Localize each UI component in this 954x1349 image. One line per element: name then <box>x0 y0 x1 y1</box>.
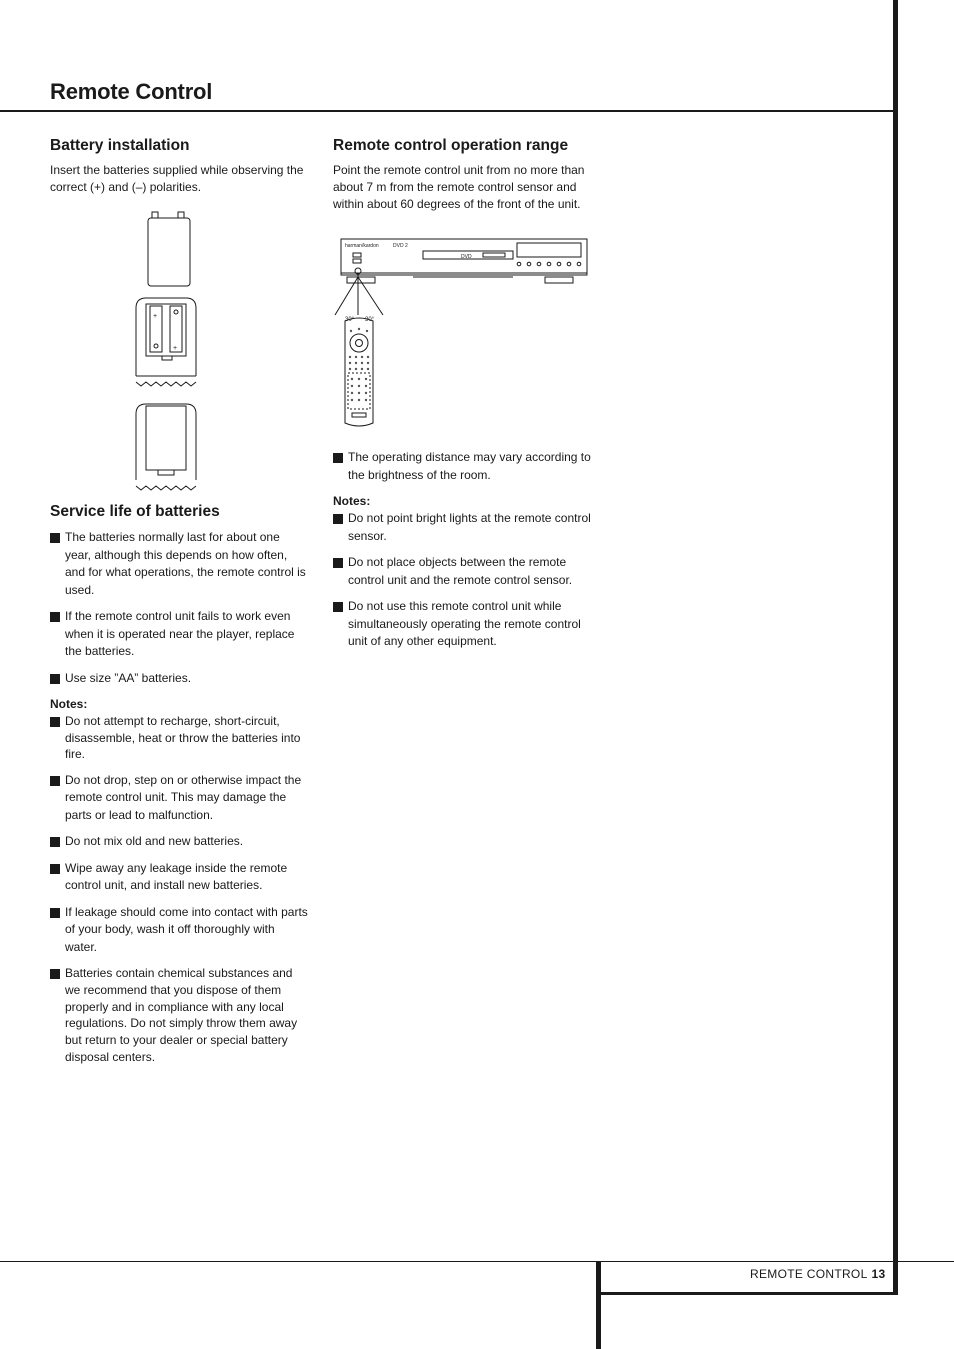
battery-installation-illustration <box>50 210 308 500</box>
remote-with-batteries-illustration <box>136 298 196 386</box>
operation-range-illustration <box>333 235 591 435</box>
list-item: The operating distance may vary according to the brightness of the room. <box>333 449 591 484</box>
note-item: If leakage should come into contact with parts of your body, wash it off thoroughly with water. <box>50 904 308 957</box>
page-number: 13 <box>871 1267 886 1281</box>
note-item: Do not attempt to recharge, short-circuit, disassemble, heat or throw the batteries into fire. <box>50 713 308 763</box>
right-column <box>333 136 591 651</box>
page-title: Remote Control <box>50 79 213 104</box>
svg-text:+: + <box>173 345 178 352</box>
brand-label: harman/kardon <box>345 243 379 249</box>
page-edge-bar <box>893 0 898 1295</box>
service-life-notes <box>50 713 308 1066</box>
note-item: Wipe away any leakage inside the remote control unit, and install new batteries. <box>50 860 308 895</box>
operation-range-text: Point the remote control unit from no more than about 7 m from the remote control sensor and within about 60 degrees of the front of the unit. <box>333 163 585 211</box>
remote-cover-closed-illustration <box>136 404 196 490</box>
angle-right-label: 30° <box>365 317 375 323</box>
note-item: Do not mix old and new batteries. <box>50 833 308 851</box>
operation-range-heading: Remote control operation range <box>333 137 569 154</box>
battery-installation-text: Insert the batteries supplied while observing the correct (+) and (–) polarities. <box>50 163 304 194</box>
list-item: If the remote control unit fails to work even when it is operated near the player, replace the batteries. <box>50 608 308 661</box>
operation-range-bullets <box>333 449 591 484</box>
title-rule <box>0 110 895 112</box>
footer-rule <box>0 1261 954 1262</box>
svg-text:+: + <box>153 313 158 320</box>
note-item: Do not place objects between the remote control unit and the remote control sensor. <box>333 554 591 589</box>
footer-section-label: REMOTE CONTROL <box>750 1267 868 1281</box>
note-item: Do not drop, step on or otherwise impact the remote control unit. This may damage the parts or lead to malfunction. <box>50 772 308 825</box>
notes-heading: Notes: <box>50 697 88 711</box>
left-column <box>50 136 308 1066</box>
list-item: Use size ”AA” batteries. <box>50 670 308 688</box>
note-item: Batteries contain chemical substances and we recommend that you dispose of them properly and in compliance with any local regulations. Do not simply throw them away but return to your dealer or special battery disposal centers. <box>50 965 308 1066</box>
dvd-logo: DVD <box>461 254 472 260</box>
battery-cover-illustration <box>148 212 190 286</box>
footer-underline <box>596 1292 898 1295</box>
battery-installation-heading: Battery installation <box>50 137 190 154</box>
notes-heading: Notes: <box>333 494 371 508</box>
list-item: The batteries normally last for about one year, although this depends on how often, and for what operations, the remote control is used. <box>50 529 308 599</box>
service-life-heading: Service life of batteries <box>50 503 220 520</box>
operation-range-notes <box>333 510 591 651</box>
footer-bar <box>596 1262 601 1349</box>
page-footer <box>750 1267 886 1281</box>
remote-buttons <box>349 328 369 401</box>
service-life-bullets <box>50 529 308 687</box>
angle-left-label: 30° <box>345 317 355 323</box>
remote-control-illustration <box>345 318 373 426</box>
note-item: Do not use this remote control unit while simultaneously operating the remote control unit of any other equipment. <box>333 598 591 651</box>
model-label: DVD 2 <box>393 243 408 249</box>
note-item: Do not point bright lights at the remote control sensor. <box>333 510 591 545</box>
